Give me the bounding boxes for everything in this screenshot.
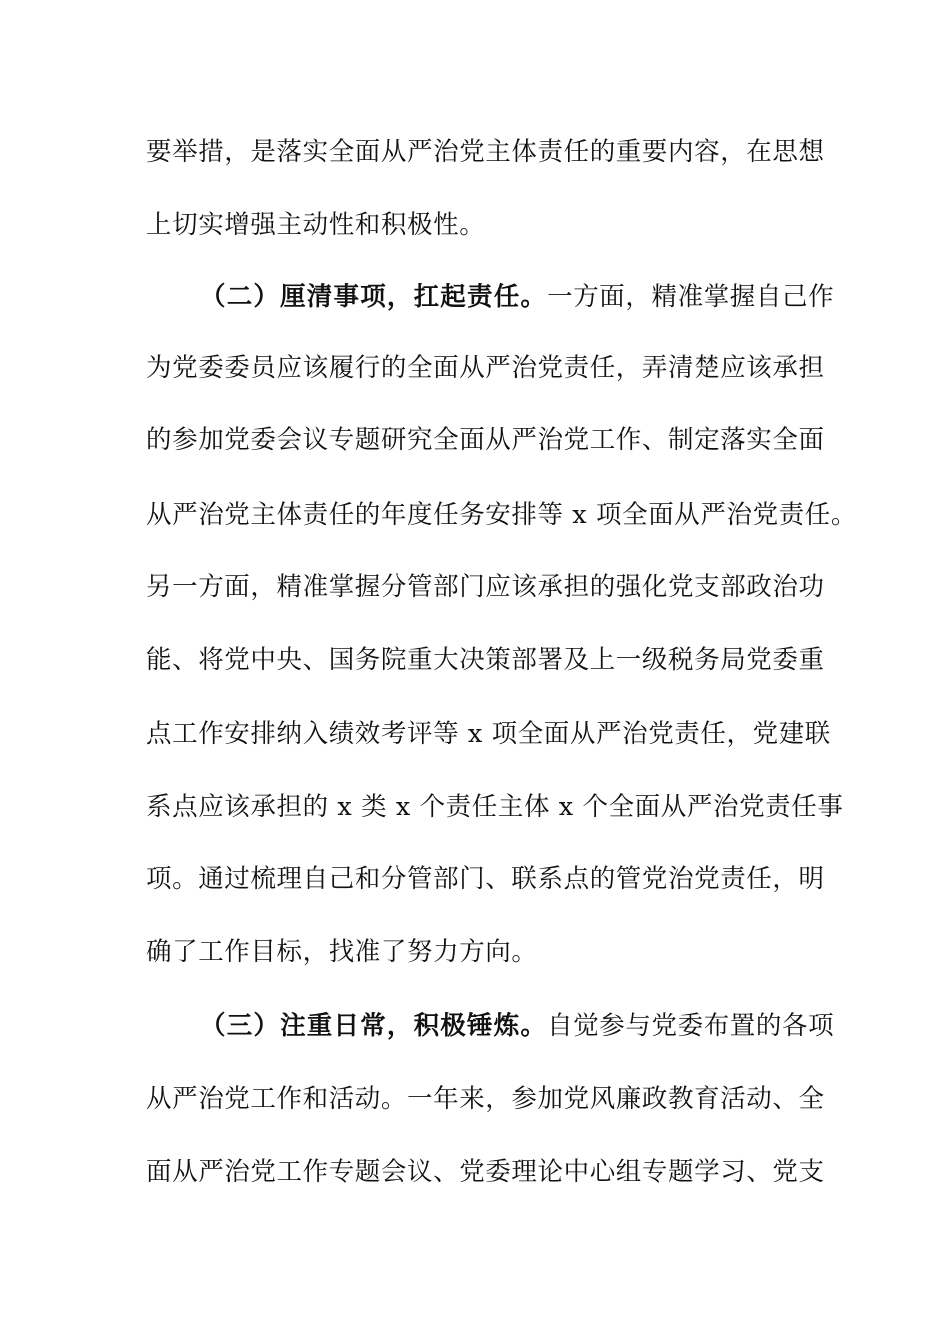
paragraph-line: 从严治党工作和活动。一年来，参加党风廉政教育活动、全 (146, 1084, 825, 1114)
section-3-first-line (200, 1006, 835, 1046)
paragraph-line: 能、将党中央、国务院重大决策部署及上一级税务局党委重 (146, 645, 825, 675)
section-2-heading: （二）厘清事项，扛起责任。 (200, 282, 548, 312)
paragraph-line: 项。通过梳理自己和分管部门、联系点的管党治党责任，明 (146, 864, 825, 894)
paragraph-line: 点工作安排纳入绩效考评等 x 项全面从严治党责任，党建联 (146, 719, 831, 749)
paragraph-line: 为党委委员应该履行的全面从严治党责任，弄清楚应该承担 (146, 353, 825, 383)
section-3-heading: （三）注重日常，积极锤炼。 (200, 1011, 548, 1041)
paragraph-line: 的参加党委会议专题研究全面从严治党工作、制定落实全面 (146, 425, 825, 455)
paragraph-line: 要举措，是落实全面从严治党主体责任的重要内容，在思想 (146, 137, 825, 167)
section-2-first-line (200, 277, 835, 317)
paragraph-line: 上切实增强主动性和积极性。 (146, 210, 486, 240)
paragraph-line: 从严治党主体责任的年度任务安排等 x 项全面从严治党责任。 (146, 500, 857, 530)
paragraph-line: 另一方面，精准掌握分管部门应该承担的强化党支部政治功 (146, 572, 825, 602)
section-3-text: 自觉参与党委布置的各项 (547, 1011, 835, 1041)
paragraph-line: 面从严治党工作专题会议、党委理论中心组专题学习、党支 (146, 1157, 825, 1187)
section-2-text: 一方面，精准掌握自己作 (547, 282, 835, 312)
paragraph-line: 系点应该承担的 x 类 x 个责任主体 x 个全面从严治党责任事 (146, 792, 844, 822)
paragraph-line: 确了工作目标，找准了努力方向。 (146, 937, 538, 967)
